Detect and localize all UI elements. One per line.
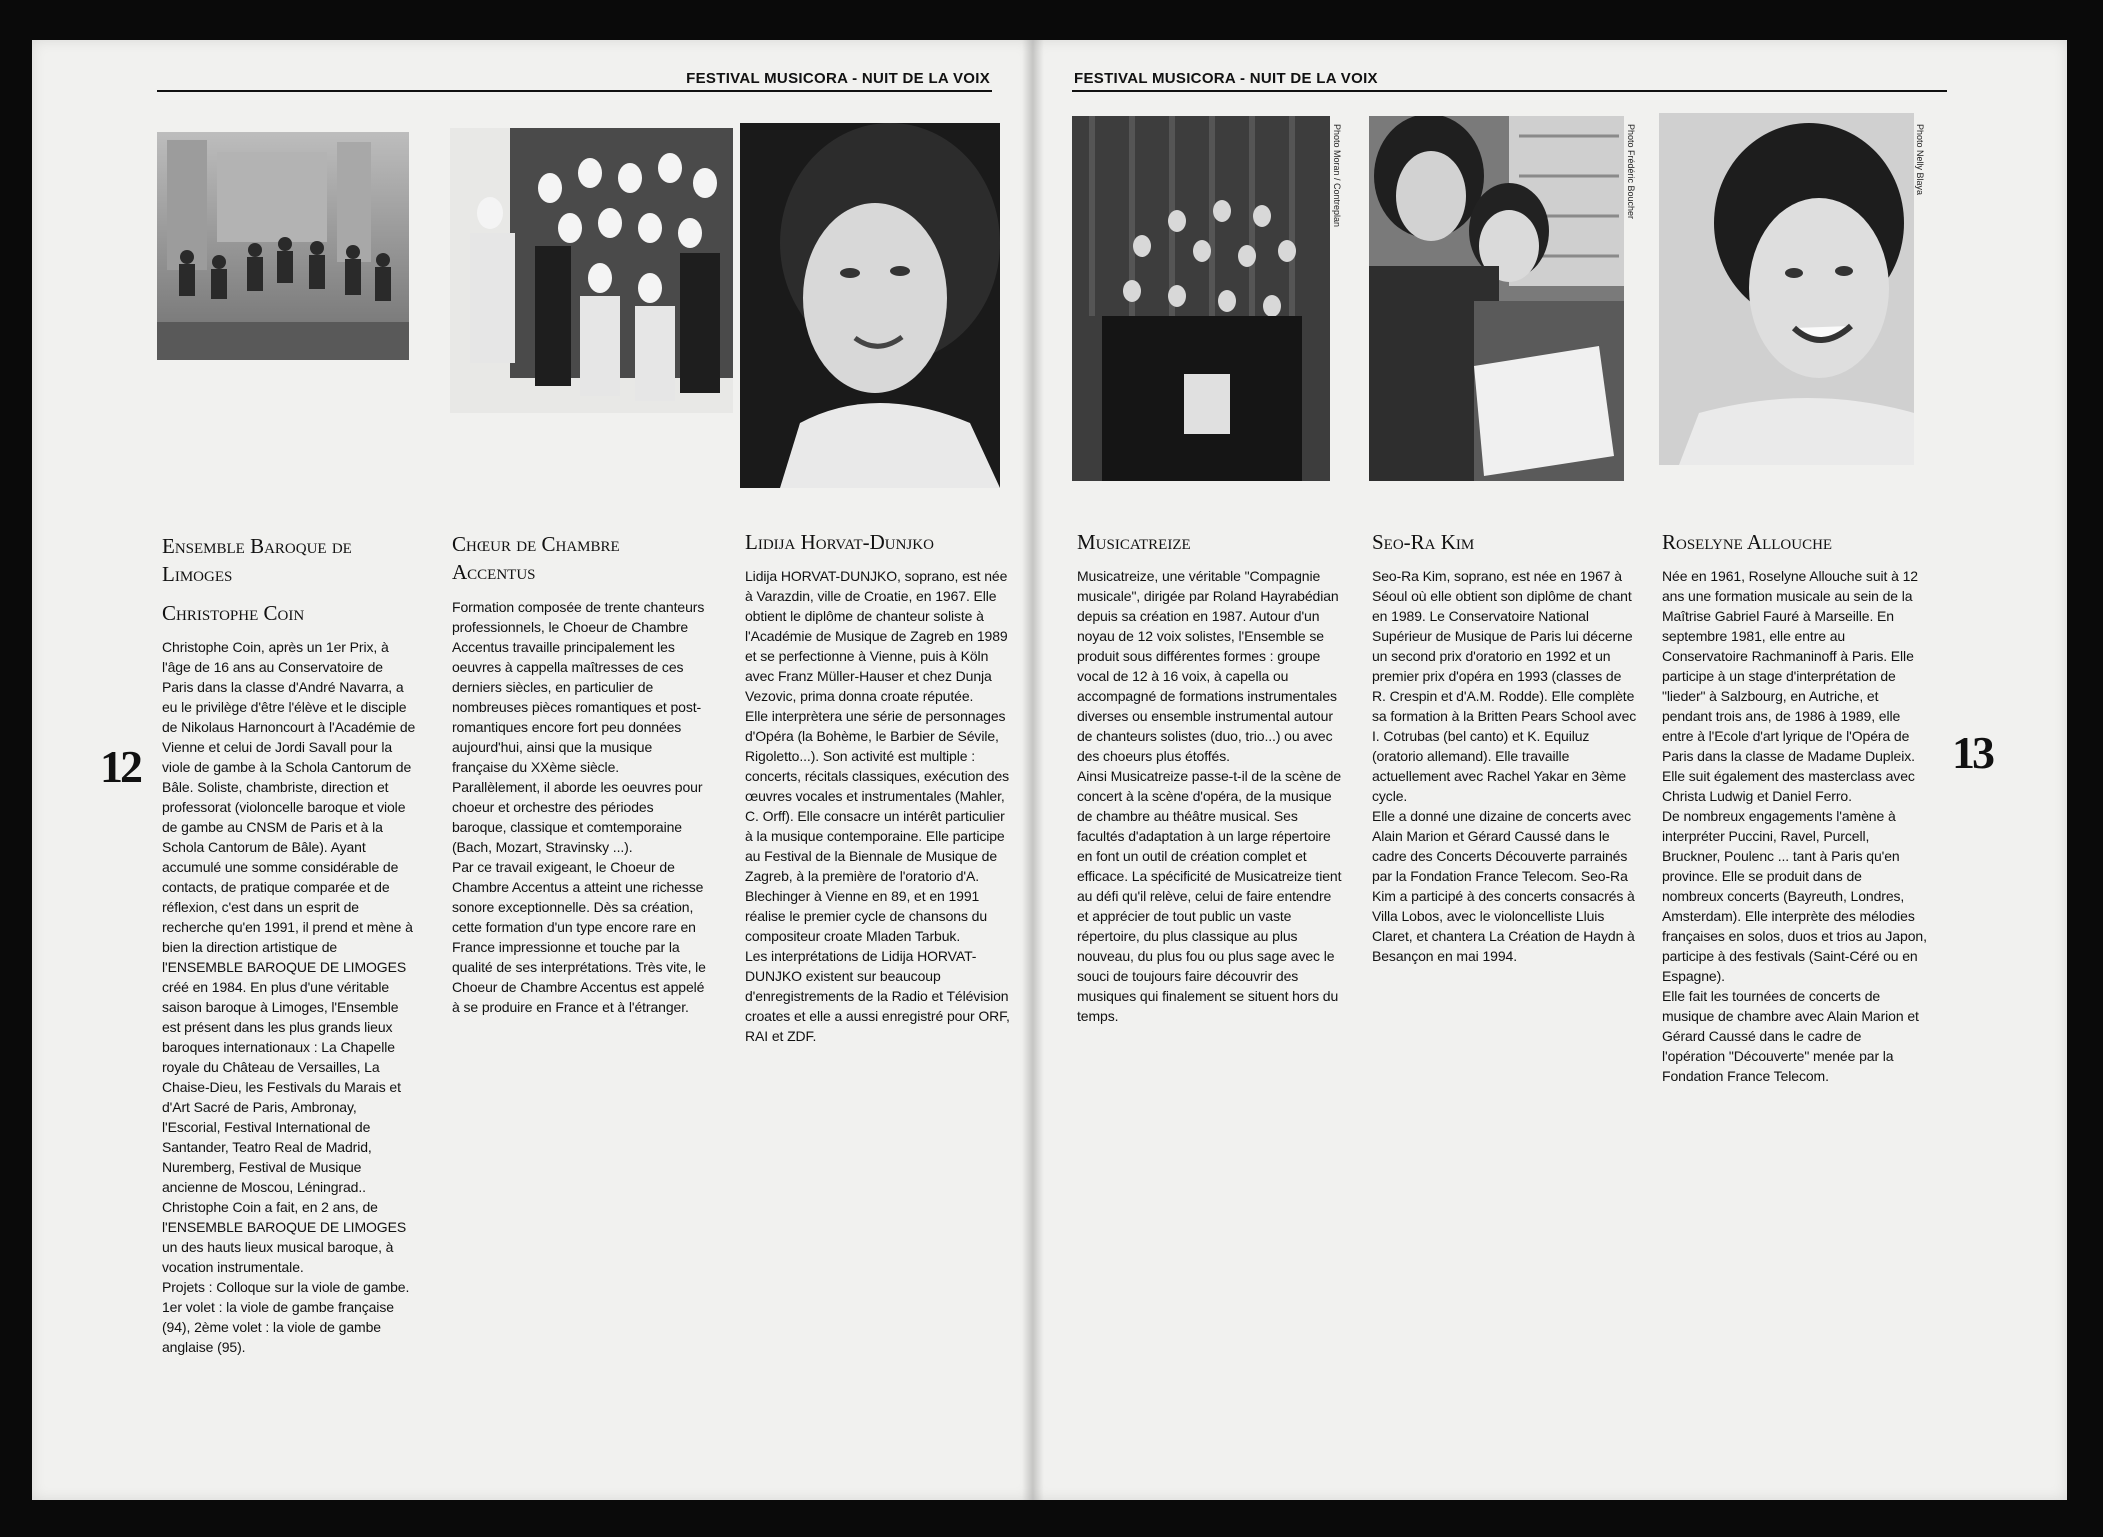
section-title: Musicatreize (1077, 530, 1191, 554)
page-header: FESTIVAL MUSICORA - NUIT DE LA VOIX (1074, 70, 1378, 87)
section-title: Seo-Ra Kim (1372, 530, 1475, 554)
section-title: Chœur de Chambre Accentus (452, 532, 620, 585)
section-title: Ensemble Baroque de Limoges (162, 534, 352, 587)
booklet-spread (32, 40, 2067, 1500)
section-body: Formation composée de trente chanteurs professionnels, le Choeur de Chambre Accentus travaille principalement les oeuvres à cappella maîtresses de ces derniers siècles, en particulier de nombreuses pièces romantiques et post-romantiques encore fort peu données aujourd'hui, ainsi que la musique française du XXème siècle. Parallèlement, il aborde les oeuvres pour choeur et orchestre des périodes baroque, classique et comtemporaine (Bach, Mozart, Stravinsky ...). Par ce travail exigeant, le Choeur de Chambre Accentus a atteint une richesse sonore exceptionnelle. Dès sa création, cette formation d'un type encore rare en France impressionne et touche par la qualité de ses interprétations. Très vite, le Choeur de Chambre Accentus est appelé à se produire en France et à l'étranger. (452, 598, 706, 1015)
photo-credit: Photo Nelly Blaya (1915, 124, 1925, 196)
section-lidija-horvat (745, 528, 1010, 1046)
photo-credit: Photo Frédéric Boucher (1626, 124, 1636, 220)
seo-ra-kim-photo (1369, 116, 1624, 481)
lidija-horvat-photo (740, 123, 1000, 488)
header-rule (1072, 90, 1947, 92)
page-number: 12 (100, 741, 140, 792)
roselyne-allouche-image (1659, 113, 1914, 465)
musicatreize-image (1072, 116, 1330, 481)
section-ensemble-baroque (162, 532, 417, 1357)
section-title: Roselyne Allouche (1662, 530, 1833, 554)
header-rule (157, 90, 992, 92)
section-body: Musicatreize, une véritable "Compagnie musicale", dirigée par Roland Hayrabédian depuis sa création en 1987. Autour d'un noyau de 12 voix solistes, l'Ensemble se produit sous différentes formes : groupe vocal de 12 à 16 voix, à capella ou accompagné de formations instrumentales diverses ou ensemble instrumental autour de chanteurs solistes (duo, trio...) ou avec des choeurs plus étoffés. Ainsi Musicatreize passe-t-il de la scène de concert à la scène d'opéra, de la musique de chambre au théâtre musical. Ses facultés d'adaptation à un large répertoire en font un outil de création complet et efficace. La spécificité de Musicatreize tient au défi qu'il relève, celui de faire entendre et apprécier de tout public un vaste répertoire, du plus classique au plus nouveau, du plus fou ou plus sage avec le souci de toujours faire découvrir des musiques qui finalement se situent hors du temps. (1077, 568, 1342, 1025)
musicatreize-photo (1072, 116, 1330, 481)
choeur-accentus-photo (450, 128, 733, 413)
section-body: Seo-Ra Kim, soprano, est née en 1967 à Séoul où elle obtient son diplôme de chant en 1989. Le Conservatoire National Supérieur de Musique de Paris lui décerne un second prix d'oratorio en 1992 et un premier prix d'opéra en 1993 (classes de R. Crespin et d'A.M. Rodde). Elle complète sa formation à la Britten Pears School avec I. Cotrubas (bel canto) et K. Equiluz (oratorio allemand). Elle travaille actuellement avec Rachel Yakar en 3ème cycle. Elle a donné une dizaine de concerts avec Alain Marion et Gérard Caussé dans le cadre des Concerts Découverte parrainés par la Fondation France Telecom. Seo-Ra Kim a participé à des concerts consacrés à Villa Lobos, avec le violoncelliste Lluis Claret, et chantera La Création de Haydn à Besançon en mai 1994. (1372, 568, 1637, 965)
left-page (32, 40, 1032, 1500)
section-choeur-accentus (452, 530, 707, 1017)
section-musicatreize (1077, 528, 1342, 1026)
section-body: Née en 1961, Roselyne Allouche suit à 12 ans une formation musicale au sein de la Maîtrise Gabriel Fauré à Marseille. En septembre 1981, elle entre au Conservatoire Rachmaninoff à Paris. Elle participe à un stage d'interprétation de "lieder" à Salzbourg, en Autriche, et pendant trois ans, de 1986 à 1989, elle entre à l'Ecole d'art lyrique de l'Opéra de Paris dans la classe de Madame Dupleix. Elle suit également des masterclass avec Christa Ludwig et Daniel Ferro. De nombreux engagements l'amène à interpréter Puccini, Ravel, Purcell, Bruckner, Poulenc ... tant à Paris qu'en province. Elle se produit dans de nombreux concerts (Bayreuth, Londres, Amsterdam). Elle interprète des mélodies françaises en solos, duos et trios au Japon, participe à des festivals (Saint-Céré ou en Espagne). Elle fait les tournées de concerts de musique de chambre avec Alain Marion et Gérard Caussé dans le cadre de l'opération "Découverte" menée par la Fondation France Telecom. (1662, 568, 1927, 1085)
right-page (1032, 40, 2067, 1500)
section-body: Lidija HORVAT-DUNJKO, soprano, est née à Varazdin, ville de Croatie, en 1967. Elle obtient le diplôme de chanteur soliste à l'Académie de Musique de Zagreb en 1989 et se perfectionne à Vienne, puis à Köln avec Franz Müller-Hauser et chez Dunja Vezovic, prima donna croate réputée. Elle interprètera une série de personnages d'Opéra (la Bohème, le Barbier de Sévile, Rigoletto...). Son activité est multiple : concerts, récitals classiques, exécution des œuvres vocales et instrumentales (Mahler, C. Orff). Elle consacre un intérêt particulier à la musique contemporaine. Elle participe au Festival de la Biennale de Musique de Zagreb, à la première de l'oratorio d'A. Blechinger à Vienne en 89, et en 1991 réalise le premier cycle de chansons du compositeur croate Mladen Tarbuk. Les interprétations de Lidija HORVAT-DUNJKO existent sur beaucoup d'enregistrements de la Radio et Télévision croates et elle a aussi enregistré pour ORF, RAI et ZDF. (745, 568, 1010, 1045)
section-roselyne-allouche (1662, 528, 1927, 1086)
section-seo-ra-kim (1372, 528, 1637, 966)
choeur-accentus-image (450, 128, 733, 413)
page-header: FESTIVAL MUSICORA - NUIT DE LA VOIX (686, 70, 990, 87)
section-body: Christophe Coin, après un 1er Prix, à l'âge de 16 ans au Conservatoire de Paris dans la classe d'André Navarra, a eu le privilège d'être l'élève et le disciple de Nikolaus Harnoncourt à l'Académie de Vienne et celui de Jordi Savall pour la viole de gambe à la Schola Cantorum de Bâle. Soliste, chambriste, direction et professorat (violoncelle baroque et viole de gambe au CNSM de Paris et à la Schola Cantorum de Bâle). Ayant accumulé une somme considérable de contacts, de pratique comparée et de réflexion, c'est dans un esprit de recherche qu'en 1991, il prend et mène à bien la direction artistique de l'ENSEMBLE BAROQUE DE LIMOGES créé en 1984. En plus d'une véritable saison baroque à Limoges, l'Ensemble est présent dans les plus grands lieux baroques internationaux : La Chapelle royale du Château de Versailles, La Chaise-Dieu, les Festivals du Marais et d'Art Sacré de Paris, Ambronay, l'Escorial, Festival International de Santander, Teatro Real de Madrid, Nuremberg, Festival de Musique ancienne de Moscou, Léningrad.. Christophe Coin a fait, en 2 ans, de l'ENSEMBLE BAROQUE DE LIMOGES un des hauts lieux musical baroque, à vocation instrumentale. Projets : Colloque sur la viole de gambe. 1er volet : la viole de gambe française (94), 2ème volet : la viole de gambe anglaise (95). (162, 639, 416, 1356)
seo-ra-kim-image (1369, 116, 1624, 481)
roselyne-allouche-photo (1659, 113, 1914, 465)
photo-credit: Photo Moran / Contreplan (1332, 124, 1342, 228)
section-title: Lidija Horvat-Dunjko (745, 530, 934, 554)
ensemble-baroque-photo (157, 132, 409, 360)
page-number: 13 (1952, 727, 1992, 778)
lidija-horvat-image (740, 123, 1000, 488)
section-subtitle: Christophe Coin (162, 600, 305, 625)
ensemble-baroque-image (157, 132, 409, 360)
show-through-text (362, 460, 369, 490)
